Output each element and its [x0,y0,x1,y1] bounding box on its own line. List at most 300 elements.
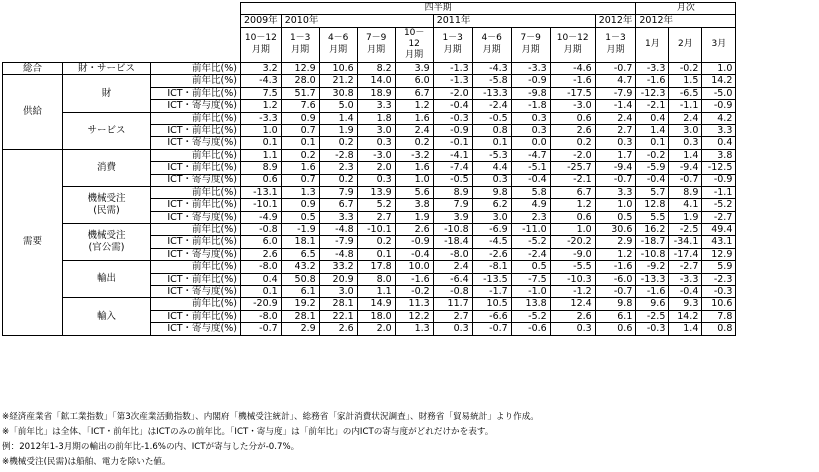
table-cell: -2.4 [511,248,550,260]
table-cell: 0.1 [241,286,282,298]
table-row [3,298,736,310]
table-cell: 1.3 [281,186,319,198]
table-cell: 0.3 [472,174,511,186]
row-metric-label: ICT・前年比(%) [151,87,241,99]
table-cell: 3.0 [472,211,511,223]
table-cell: 1.0 [241,124,282,136]
table-cell: 9.3 [669,298,702,310]
table-cell: 0.6 [241,174,282,186]
table-cell: -6.0 [595,273,636,285]
table-cell: 1.2 [241,100,282,112]
table-cell: 12.2 [395,310,433,322]
table-cell: -3.2 [395,149,433,161]
table-cell: 10.6 [319,62,357,75]
table-cell: 2.7 [595,124,636,136]
table-cell: -5.0 [702,87,736,99]
row-metric-label: 前年比(%) [151,62,241,75]
table-cell: -13.1 [241,186,282,198]
table-cell: 10.6 [702,298,736,310]
table-cell: -20.9 [241,298,282,310]
table-cell: 7.5 [241,87,282,99]
table-cell: 1.0 [395,174,433,186]
table-cell: -2.1 [550,174,595,186]
ict-statistics-table [2,2,736,336]
table-cell: 0.4 [241,273,282,285]
table-cell: -3.3 [241,112,282,124]
table-cell: 2.0 [357,162,395,174]
table-cell: -20.2 [550,236,595,248]
table-cell: 9.6 [636,298,669,310]
table-cell: 50.8 [281,273,319,285]
table-cell: -2.6 [472,248,511,260]
table-cell: 6.0 [395,75,433,87]
table-cell: -0.8 [241,224,282,236]
table-cell: -0.2 [636,149,669,161]
table-cell: 3.0 [669,124,702,136]
table-row [3,112,736,124]
table-cell: 2.7 [357,211,395,223]
table-cell: -1.6 [550,75,595,87]
table-cell: -2.0 [433,87,472,99]
table-cell: 5.6 [395,186,433,198]
table-cell: 5.0 [319,100,357,112]
table-cell: -9.8 [511,87,550,99]
table-cell: -1.9 [281,224,319,236]
table-cell: 1.8 [357,112,395,124]
table-cell: -4.3 [241,75,282,87]
footnote-line: ※「前年比」は全体、「ICT・前年比」はICTのみの前年比。「ICT・寄与度」は「前年比」の内ICTの寄与度がどれだけかを表す。 [2,427,494,437]
table-cell: -10.3 [550,273,595,285]
table-cell: 4.2 [702,112,736,124]
table-cell: -0.7 [595,286,636,298]
table-cell: 11.3 [395,298,433,310]
table-cell: 5.9 [702,261,736,273]
row-category-label: 財 [63,75,151,112]
table-cell: -0.4 [669,286,702,298]
table-cell: 1.6 [395,162,433,174]
table-cell: 0.7 [281,174,319,186]
table-cell: 2.4 [395,124,433,136]
table-cell: -7.4 [433,162,472,174]
table-cell: 5.8 [511,186,550,198]
table-cell: 13.9 [357,186,395,198]
table-cell: 10.5 [472,298,511,310]
table-cell: 0.6 [550,112,595,124]
table-cell: 2.4 [669,112,702,124]
table-cell: 0.3 [550,323,595,335]
table-cell: 0.2 [281,149,319,161]
table-cell: 3.8 [395,199,433,211]
table-cell: 3.3 [702,124,736,136]
table-cell: 0.2 [357,236,395,248]
header-period-9: 1－3 月期 [595,27,636,62]
table-cell: -2.5 [636,310,669,322]
row-metric-label: 前年比(%) [151,75,241,87]
table-cell: 0.3 [511,124,550,136]
table-cell: 28.1 [281,310,319,322]
header-period-0: 10－12 月期 [241,27,282,62]
row-metric-label: ICT・寄与度(%) [151,100,241,112]
table-cell: 2.9 [281,323,319,335]
table-cell: -3.3 [511,62,550,75]
row-category-label: サービス [63,112,151,149]
table-cell: 0.4 [636,112,669,124]
table-cell: 2.3 [319,162,357,174]
table-cell: 8.9 [241,162,282,174]
header-quarterly: 四半期 [241,3,636,15]
table-cell: 14.2 [702,75,736,87]
table-cell: 1.4 [669,323,702,335]
table-cell: 12.9 [281,62,319,75]
table-cell: -3.0 [357,149,395,161]
table-cell: 8.0 [357,273,395,285]
table-cell: -2.4 [472,100,511,112]
table-cell: 7.9 [319,186,357,198]
table-cell: -7.9 [319,236,357,248]
table-cell: -9.4 [595,162,636,174]
table-cell: 1.7 [595,149,636,161]
table-cell: -8.0 [241,310,282,322]
table-cell: 0.1 [357,248,395,260]
table-row [3,224,736,236]
table-cell: 0.9 [281,199,319,211]
table-cell: -1.1 [669,100,702,112]
header-row-1 [3,3,736,15]
table-cell: 6.1 [595,310,636,322]
table-cell: -13.3 [636,273,669,285]
table-cell: -4.3 [472,62,511,75]
table-cell: 0.1 [281,137,319,149]
table-cell: 2.4 [595,112,636,124]
table-cell: -8.0 [433,248,472,260]
table-cell: -0.7 [595,62,636,75]
table-cell: -2.0 [550,149,595,161]
table-cell: 1.0 [702,62,736,75]
table-cell: -4.8 [319,248,357,260]
table-cell: -8.0 [241,261,282,273]
row-metric-label: 前年比(%) [151,224,241,236]
row-metric-label: ICT・前年比(%) [151,310,241,322]
table-cell: -0.9 [702,100,736,112]
row-metric-label: ICT・寄与度(%) [151,323,241,335]
table-cell: -9.4 [669,162,702,174]
table-cell: 0.5 [281,211,319,223]
table-cell: -8.1 [472,261,511,273]
table-cell: -5.2 [511,310,550,322]
table-cell: 2.3 [511,211,550,223]
table-cell: -7.5 [511,273,550,285]
table-cell: 7.9 [433,199,472,211]
table-cell: -0.3 [636,323,669,335]
table-cell: -1.3 [433,75,472,87]
table-row [3,186,736,198]
table-cell: 5.2 [357,199,395,211]
table-cell: 0.4 [702,137,736,149]
table-cell: 0.7 [281,124,319,136]
statistics-table-container [2,2,736,336]
table-cell: -0.7 [595,174,636,186]
row-category-label: 機械受注 (民需) [63,186,151,223]
table-cell: -10.1 [357,224,395,236]
table-cell: -17.4 [669,248,702,260]
table-cell: 18.9 [357,87,395,99]
table-cell: 3.9 [433,211,472,223]
table-cell: 1.9 [669,211,702,223]
table-cell: 8.9 [669,186,702,198]
table-cell: 13.8 [511,298,550,310]
table-cell: -0.3 [433,112,472,124]
table-cell: 3.0 [319,286,357,298]
table-cell: 0.8 [702,323,736,335]
table-cell: 22.1 [319,310,357,322]
table-cell: 1.3 [395,323,433,335]
table-cell: -9.0 [550,248,595,260]
table-cell: -1.6 [595,261,636,273]
table-cell: 2.6 [550,124,595,136]
table-cell: 2.7 [433,310,472,322]
header-corner [3,3,241,63]
table-cell: 19.2 [281,298,319,310]
table-cell: -0.4 [636,174,669,186]
footnote-line: ※機械受注(民需)は船舶、電力を除いた値。 [2,457,171,467]
table-cell: -0.9 [395,236,433,248]
table-cell: 3.3 [357,100,395,112]
table-cell: 1.6 [281,162,319,174]
table-cell: -1.6 [636,75,669,87]
table-cell: 12.4 [550,298,595,310]
table-cell: -10.8 [636,248,669,260]
table-cell: -5.3 [472,149,511,161]
table-cell: -0.8 [433,286,472,298]
table-cell: -2.3 [702,273,736,285]
table-cell: 4.1 [669,199,702,211]
header-period-3: 7－9 月期 [357,27,395,62]
table-cell: 16.2 [636,224,669,236]
table-cell: 0.6 [550,211,595,223]
table-row [3,149,736,161]
table-cell: 2.4 [433,261,472,273]
table-cell: 4.4 [472,162,511,174]
table-cell: 0.3 [433,323,472,335]
table-cell: 5.7 [636,186,669,198]
table-cell: 28.1 [319,298,357,310]
table-cell: -1.6 [636,286,669,298]
table-cell: -0.5 [472,112,511,124]
table-cell: 11.7 [433,298,472,310]
table-cell: 0.2 [550,137,595,149]
table-cell: 2.6 [550,310,595,322]
table-cell: 18.1 [281,236,319,248]
table-cell: 0.8 [472,124,511,136]
row-metric-label: 前年比(%) [151,112,241,124]
row-category-label: 財・サービス [63,62,151,75]
table-cell: -13.3 [472,87,511,99]
footnote-line: 例：2012年1-3月期の輸出の前年比-1.6%の内、ICTが寄与した分が-0.7%。 [2,442,300,452]
table-cell: 12.9 [702,248,736,260]
table-cell: 0.5 [511,261,550,273]
table-cell: 3.8 [702,149,736,161]
table-cell: -0.2 [395,286,433,298]
table-cell: 30.6 [595,224,636,236]
header-month-0: 1月 [636,27,669,62]
row-metric-label: ICT・前年比(%) [151,124,241,136]
header-period-1: 1－3 月期 [281,27,319,62]
table-cell: 1.4 [319,112,357,124]
table-cell: 3.3 [319,211,357,223]
row-metric-label: 前年比(%) [151,298,241,310]
table-cell: 6.0 [241,236,282,248]
table-cell: 9.8 [472,186,511,198]
header-month-2: 3月 [702,27,736,62]
table-cell: -4.5 [472,236,511,248]
table-cell: -0.5 [433,174,472,186]
row-metric-label: 前年比(%) [151,149,241,161]
table-cell: -5.2 [702,199,736,211]
table-cell: -18.7 [636,236,669,248]
table-cell: 0.1 [472,137,511,149]
table-cell: -0.2 [669,62,702,75]
table-cell: -7.9 [595,87,636,99]
table-cell: 0.2 [319,174,357,186]
table-cell: 6.5 [281,248,319,260]
table-cell: -4.6 [550,62,595,75]
table-cell: 1.2 [395,100,433,112]
table-cell: 6.7 [395,87,433,99]
header-monthly: 月次 [636,3,736,15]
row-metric-label: ICT・寄与度(%) [151,248,241,260]
table-cell: -5.9 [636,162,669,174]
table-cell: 12.8 [636,199,669,211]
table-cell: 1.0 [550,224,595,236]
row-category-label: 消費 [63,149,151,186]
table-cell: 43.1 [702,236,736,248]
table-cell: 1.6 [395,112,433,124]
table-cell: -4.1 [433,149,472,161]
table-cell: 8.2 [357,62,395,75]
table-cell: 3.2 [241,62,282,75]
table-cell: 6.2 [472,199,511,211]
table-cell: -2.5 [669,224,702,236]
table-cell: 1.1 [241,149,282,161]
table-cell: -0.9 [511,75,550,87]
table-cell: 21.2 [319,75,357,87]
table-cell: 0.3 [357,137,395,149]
row-group-label: 総合 [3,62,63,75]
table-cell: 17.8 [357,261,395,273]
table-cell: -5.2 [511,236,550,248]
table-cell: -5.5 [550,261,595,273]
table-cell: -1.3 [433,62,472,75]
table-cell: -34.1 [669,236,702,248]
table-cell: -0.7 [241,323,282,335]
header-month-1: 2月 [669,27,702,62]
row-metric-label: ICT・寄与度(%) [151,286,241,298]
table-cell: 1.2 [595,248,636,260]
table-cell: -0.4 [433,100,472,112]
header-year-2010: 2010年 [281,15,433,27]
table-cell: -1.8 [511,100,550,112]
header-period-5: 1－3 月期 [433,27,472,62]
table-cell: -6.4 [433,273,472,285]
table-cell: -17.5 [550,87,595,99]
table-cell: -0.9 [433,124,472,136]
table-cell: -1.2 [550,286,595,298]
table-cell: -1.7 [472,286,511,298]
table-cell: 33.2 [319,261,357,273]
footnotes [2,410,539,470]
table-cell: -0.4 [395,248,433,260]
header-year-2011: 2011年 [433,15,595,27]
table-cell: -3.0 [550,100,595,112]
table-cell: 3.9 [395,62,433,75]
table-cell: 14.2 [669,310,702,322]
table-cell: 0.2 [395,137,433,149]
table-cell: 49.4 [702,224,736,236]
table-cell: 51.7 [281,87,319,99]
table-cell: 0.1 [241,137,282,149]
table-cell: 0.0 [511,137,550,149]
header-year-2012: 2012年 [595,15,636,27]
table-cell: 18.0 [357,310,395,322]
table-cell: 30.8 [319,87,357,99]
table-cell: 43.2 [281,261,319,273]
table-cell: 2.6 [319,323,357,335]
table-cell: -1.6 [395,273,433,285]
row-group-label: 供給 [3,75,63,149]
table-cell: -1.0 [511,286,550,298]
table-cell: 28.0 [281,75,319,87]
table-cell: 10.0 [395,261,433,273]
table-cell: -3.3 [636,62,669,75]
row-metric-label: ICT・前年比(%) [151,199,241,211]
table-cell: -0.7 [669,174,702,186]
table-cell: 0.3 [511,112,550,124]
table-cell: -4.8 [319,224,357,236]
table-cell: 5.5 [636,211,669,223]
header-year-2012-monthly: 2012年 [636,15,736,27]
table-cell: -25.7 [550,162,595,174]
table-cell: -0.6 [511,323,550,335]
table-row [3,62,736,75]
table-cell: -5.8 [472,75,511,87]
table-cell: 2.6 [395,224,433,236]
table-cell: -0.1 [433,137,472,149]
table-cell: 3.0 [357,124,395,136]
row-metric-label: ICT・前年比(%) [151,273,241,285]
table-cell: -3.3 [669,273,702,285]
table-cell: -6.9 [472,224,511,236]
table-cell: 0.5 [595,211,636,223]
table-cell: 6.7 [550,186,595,198]
table-cell: 2.9 [595,236,636,248]
table-cell: 14.0 [357,75,395,87]
header-period-2: 4－6 月期 [319,27,357,62]
table-cell: 2.0 [357,323,395,335]
table-cell: -0.4 [511,174,550,186]
table-cell: 1.4 [669,149,702,161]
table-cell: -18.4 [433,236,472,248]
row-metric-label: ICT・前年比(%) [151,236,241,248]
table-cell: 7.6 [281,100,319,112]
table-cell: -4.9 [241,211,282,223]
table-cell: 0.3 [357,174,395,186]
table-cell: 7.8 [702,310,736,322]
row-category-label: 機械受注 (官公需) [63,224,151,261]
table-row [3,261,736,273]
table-cell: -2.8 [319,149,357,161]
table-cell: -1.4 [595,100,636,112]
table-cell: 1.2 [550,199,595,211]
